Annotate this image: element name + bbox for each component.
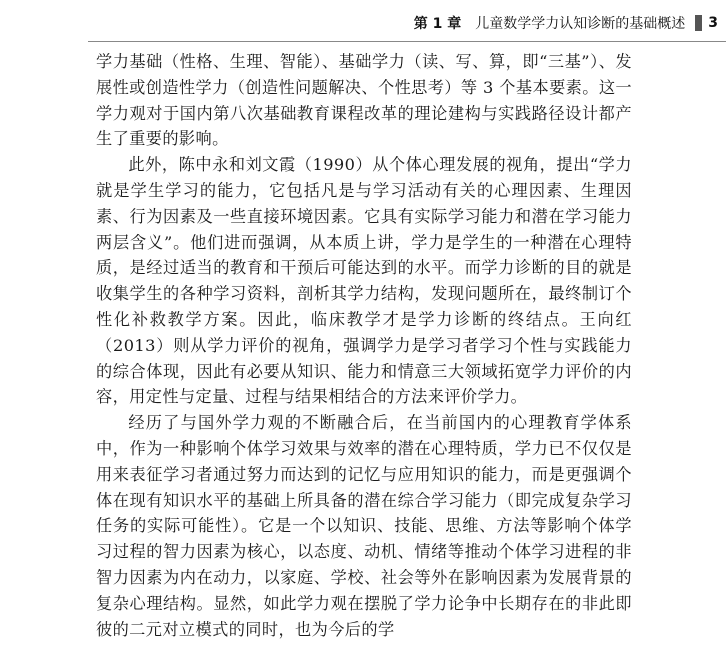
chapter-title: 儿童数学学力认知诊断的基础概述 xyxy=(475,16,686,32)
page-number: 3 xyxy=(708,15,718,31)
body-text xyxy=(96,49,632,642)
header-bar-mark xyxy=(695,15,702,31)
paragraph-2: 此外，陈中永和刘文霞（1990）从个体心理发展的视角，提出“学力就是学生学习的能力，它包括凡是与学习活动有关的心理因素、生理因素、行为因素及一些直接环境因素。它具有实际学习能力和潜在学习能力两层含义”。他们进而强调，从本质上讲，学力是学生的一种潜在心理特质，是经过适当的教育和干预后可能达到的水平。而学力诊断的目的就是收集学生的各种学习资料，剖析其学力结构，发现问题所在，最终制订个性化补救教学方案。因此，临床教学才是学力诊断的终结点。王向红（2013）则从学力评价的视角，强调学力是学习者学习个性与实践能力的综合体现，因此有必要从知识、能力和情意三大领域拓宽学力评价的内容，用定性与定量、过程与结果相结合的方法来评价学力。 xyxy=(96,155,632,407)
chapter-number: 第 1 章 xyxy=(413,16,462,32)
running-header xyxy=(414,10,718,36)
header-rule xyxy=(88,41,726,42)
paragraph-1: 学力基础（性格、生理、智能）、基础学力（读、写、算，即“三基”）、发展性或创造性学力（创造性问题解决、个性思考）等 3 个基本要素。这一学力观对于国内第八次基础教育课程改革的理论建构与实践路径设计都产生了重要的影响。 xyxy=(96,52,632,149)
paragraph-3: 经历了与国外学力观的不断融合后，在当前国内的心理教育学体系中，作为一种影响个体学习效果与效率的潜在心理特质，学力已不仅仅是用来表征学习者通过努力而达到的记忆与应用知识的能力，而是更强调个体在现有知识水平的基础上所具备的潜在综合学习能力（即完成复杂学习任务的实际可能性）。它是一个以知识、技能、思维、方法等影响个体学习过程的智力因素为核心，以态度、动机、情绪等推动个体学习进程的非智力因素为内在动力，以家庭、学校、社会等外在影响因素为发展背景的复杂心理结构。显然，如此学力观在摆脱了学力论争中长期存在的非此即彼的二元对立模式的同时，也为今后的学 xyxy=(96,413,632,639)
